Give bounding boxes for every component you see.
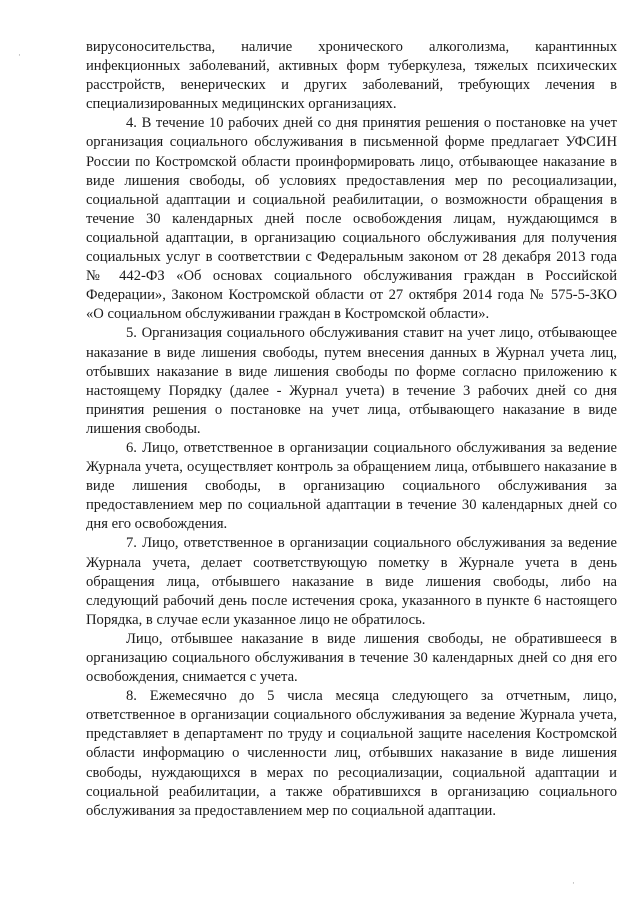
paragraph-item-8: 8. Ежемесячно до 5 числа месяца следующего за отчетным, лицо, ответственное в организации социального обслуживания за ведение Журнала учета, представляет в департамент по труду и социальной защите населения Костромской области информацию о численности лиц, отбывших наказание в виде лишения свободы, нуждающихся в мерах по ресоциализации, социальной адаптации и социальной реабилитации, а также обратившихся в организацию социального обслуживания за предоставлением мер по социальной адаптации. [86,688,617,819]
paragraph-item-6: 6. Лицо, ответственное в организации социального обслуживания за ведение Журнала учета, осуществляет контроль за обращением лица, отбывшего наказание в виде лишения свободы, в организацию социального обслуживания за предоставлением мер по социальной адаптации в течение 30 календарных дней со дня его освобождения. [86,439,617,533]
document-body [86,38,617,821]
scan-speck: · [572,879,575,889]
paragraph-item-4: 4. В течение 10 рабочих дней со дня принятия решения о постановке на учет организация социального обслуживания в письменной форме предлагает УФСИН России по Костромской области проинформировать лицо, отбывающее наказание в виде лишения свободы, об условиях предоставления мер по ресоциализации, социальной адаптации и социальной реабилитации, о возможности обращения в течение 30 календарных дней после освобождения лицам, нуждающимся в социальной адаптации, в организацию социального обслуживания для получения социальных услуг в соответствии с Федеральным законом от 28 декабря 2013 года № 442-ФЗ «Об основах социального обслуживания граждан в Российской Федерации», Законом Костромской области от 27 октября 2014 года № 575-5-ЗКО «О социальном обслуживании граждан в Костромской области». [86,115,617,323]
paragraph-continued: вирусоносительства, наличие хронического алкоголизма, карантинных инфекционных заболеваний, активных форм туберкулеза, тяжелых психических расстройств, венерических и других заболеваний, требующих лечения в специализированных медицинских организациях. [86,39,617,113]
paragraph-item-7: 7. Лицо, ответственное в организации социального обслуживания за ведение Журнала учета, делает соответствующую пометку в Журнале учета в день обращения лица, отбывшего наказание в виде лишения свободы, либо на следующий рабочий день после истечения срока, указанного в пункте 6 настоящего Порядка, в случае если указанное лицо не обратилось. [86,535,617,628]
scan-speck: · [18,51,21,61]
paragraph-item-5: 5. Организация социального обслуживания ставит на учет лицо, отбывающее наказание в виде лишения свободы, путем внесения данных в Журнал учета лиц, отбывших наказание в виде лишения свободы по форме согласно приложению к настоящему Порядку (далее - Журнал учета) в течение 3 рабочих дней со дня принятия решения о постановке на учет лица, отбывающего наказание в виде лишения свободы. [86,325,617,437]
paragraph-deregistration: Лицо, отбывшее наказание в виде лишения свободы, не обратившееся в организацию социального обслуживания в течение 30 календарных дней со дня его освобождения, снимается с учета. [86,630,617,686]
